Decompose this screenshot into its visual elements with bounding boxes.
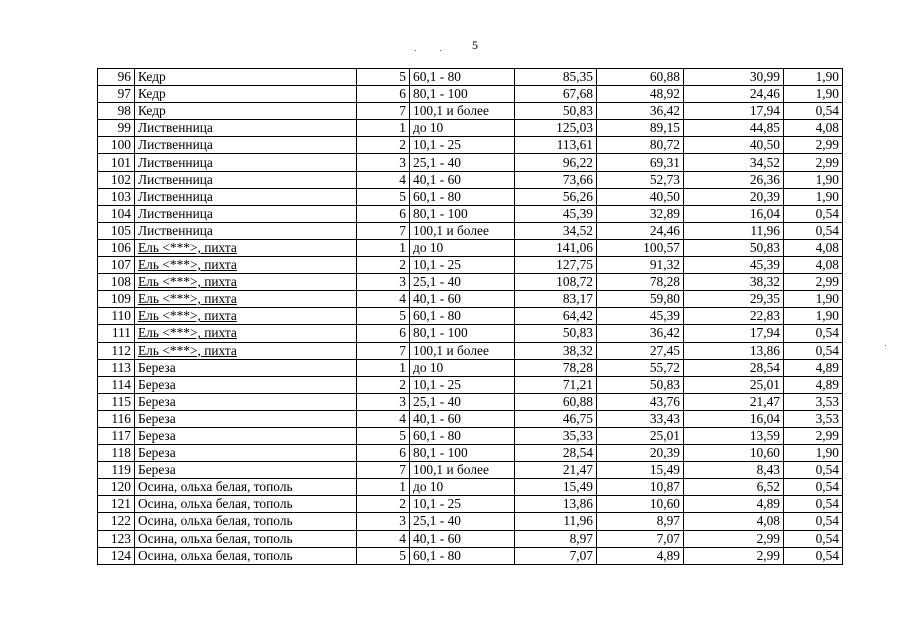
- rate-value-4: 0,54: [784, 496, 843, 513]
- rate-value-4: 2,99: [784, 274, 843, 291]
- rate-value-4: 2,99: [784, 137, 843, 154]
- rate-value-2: 89,15: [597, 120, 684, 137]
- rate-value-3: 30,99: [684, 69, 784, 86]
- table-row: [98, 274, 843, 291]
- rate-value-2: 32,89: [597, 205, 684, 222]
- table-row: [98, 257, 843, 274]
- rate-value-3: 16,04: [684, 410, 784, 427]
- species-name: [135, 325, 357, 342]
- rate-value-3: 25,01: [684, 376, 784, 393]
- species-name: Береза: [135, 393, 357, 410]
- row-number: 110: [98, 308, 135, 325]
- rate-value-2: 60,88: [597, 69, 684, 86]
- rate-value-3: 29,35: [684, 291, 784, 308]
- row-number: 107: [98, 257, 135, 274]
- grade-number: 3: [357, 513, 410, 530]
- rate-value-1: 46,75: [515, 410, 597, 427]
- grade-number: 5: [357, 308, 410, 325]
- rate-value-1: 108,72: [515, 274, 597, 291]
- grade-number: 1: [357, 359, 410, 376]
- rate-value-4: 1,90: [784, 171, 843, 188]
- rate-value-2: 36,42: [597, 325, 684, 342]
- diameter-range: 25,1 - 40: [410, 154, 515, 171]
- table-row: [98, 154, 843, 171]
- row-number: 113: [98, 359, 135, 376]
- row-number: 98: [98, 103, 135, 120]
- table-row: [98, 205, 843, 222]
- grade-number: 6: [357, 86, 410, 103]
- rate-value-3: 4,89: [684, 496, 784, 513]
- rate-value-3: 17,94: [684, 325, 784, 342]
- row-number: 121: [98, 496, 135, 513]
- grade-number: 6: [357, 445, 410, 462]
- scan-speck: [885, 345, 886, 346]
- species-name: Береза: [135, 376, 357, 393]
- rate-value-1: 21,47: [515, 462, 597, 479]
- table-row: [98, 547, 843, 564]
- grade-number: 7: [357, 222, 410, 239]
- rate-value-1: 45,39: [515, 205, 597, 222]
- rate-value-1: 85,35: [515, 69, 597, 86]
- rate-value-2: 8,97: [597, 513, 684, 530]
- diameter-range: до 10: [410, 359, 515, 376]
- species-name: Лиственница: [135, 137, 357, 154]
- rate-value-4: 4,08: [784, 239, 843, 256]
- grade-number: 3: [357, 393, 410, 410]
- species-name: [135, 257, 357, 274]
- rate-value-2: 69,31: [597, 154, 684, 171]
- diameter-range: 10,1 - 25: [410, 376, 515, 393]
- row-number: 114: [98, 376, 135, 393]
- rate-value-2: 91,32: [597, 257, 684, 274]
- grade-number: 6: [357, 205, 410, 222]
- species-name: Береза: [135, 359, 357, 376]
- diameter-range: 25,1 - 40: [410, 513, 515, 530]
- row-number: 100: [98, 137, 135, 154]
- rate-value-4: 4,08: [784, 120, 843, 137]
- row-number: 109: [98, 291, 135, 308]
- rate-value-4: 1,90: [784, 291, 843, 308]
- grade-number: 6: [357, 325, 410, 342]
- row-number: 96: [98, 69, 135, 86]
- rate-value-2: 33,43: [597, 410, 684, 427]
- rate-value-2: 55,72: [597, 359, 684, 376]
- diameter-range: 60,1 - 80: [410, 69, 515, 86]
- species-name: Осина, ольха белая, тополь: [135, 530, 357, 547]
- rate-value-4: 0,54: [784, 462, 843, 479]
- row-number: 117: [98, 427, 135, 444]
- rate-value-3: 2,99: [684, 547, 784, 564]
- diameter-range: 25,1 - 40: [410, 393, 515, 410]
- diameter-range: 80,1 - 100: [410, 205, 515, 222]
- diameter-range: 10,1 - 25: [410, 257, 515, 274]
- row-number: 118: [98, 445, 135, 462]
- species-name: Лиственница: [135, 205, 357, 222]
- rate-value-3: 4,08: [684, 513, 784, 530]
- species-name: [135, 308, 357, 325]
- grade-number: 1: [357, 479, 410, 496]
- rate-value-2: 10,60: [597, 496, 684, 513]
- rate-value-1: 28,54: [515, 445, 597, 462]
- rate-value-2: 52,73: [597, 171, 684, 188]
- rate-value-2: 40,50: [597, 188, 684, 205]
- row-number: 103: [98, 188, 135, 205]
- grade-number: 7: [357, 103, 410, 120]
- species-name: [135, 239, 357, 256]
- rate-value-1: 141,06: [515, 239, 597, 256]
- tariff-table: [97, 68, 843, 565]
- grade-number: 1: [357, 120, 410, 137]
- species-name-text: Ель <***>, пихта: [138, 325, 237, 341]
- rate-value-3: 34,52: [684, 154, 784, 171]
- diameter-range: 40,1 - 60: [410, 410, 515, 427]
- grade-number: 4: [357, 291, 410, 308]
- rate-value-1: 83,17: [515, 291, 597, 308]
- diameter-range: 60,1 - 80: [410, 547, 515, 564]
- row-number: 119: [98, 462, 135, 479]
- species-name-text: Ель <***>, пихта: [138, 257, 237, 273]
- grade-number: 2: [357, 137, 410, 154]
- row-number: 97: [98, 86, 135, 103]
- grade-number: 2: [357, 496, 410, 513]
- species-name-text: Ель <***>, пихта: [138, 342, 237, 358]
- species-name: Береза: [135, 427, 357, 444]
- table-row: [98, 308, 843, 325]
- row-number: 102: [98, 171, 135, 188]
- diameter-range: 40,1 - 60: [410, 171, 515, 188]
- rate-value-2: 59,80: [597, 291, 684, 308]
- diameter-range: 100,1 и более: [410, 342, 515, 359]
- row-number: 106: [98, 239, 135, 256]
- diameter-range: 10,1 - 25: [410, 496, 515, 513]
- row-number: 122: [98, 513, 135, 530]
- diameter-range: 80,1 - 100: [410, 445, 515, 462]
- table-row: [98, 325, 843, 342]
- species-name-text: Ель <***>, пихта: [138, 291, 237, 307]
- rate-value-2: 20,39: [597, 445, 684, 462]
- diameter-range: до 10: [410, 479, 515, 496]
- rate-value-1: 34,52: [515, 222, 597, 239]
- rate-value-1: 125,03: [515, 120, 597, 137]
- species-name: Осина, ольха белая, тополь: [135, 496, 357, 513]
- rate-value-3: 11,96: [684, 222, 784, 239]
- species-name: [135, 342, 357, 359]
- rate-value-4: 3,53: [784, 410, 843, 427]
- rate-value-1: 7,07: [515, 547, 597, 564]
- species-name-text: Ель <***>, пихта: [138, 274, 237, 290]
- species-name: Береза: [135, 445, 357, 462]
- rate-value-1: 71,21: [515, 376, 597, 393]
- rate-value-4: 0,54: [784, 342, 843, 359]
- rate-value-4: 0,54: [784, 325, 843, 342]
- grade-number: 3: [357, 154, 410, 171]
- table-row: [98, 291, 843, 308]
- rate-value-2: 7,07: [597, 530, 684, 547]
- rate-value-3: 10,60: [684, 445, 784, 462]
- grade-number: 4: [357, 410, 410, 427]
- rate-value-1: 35,33: [515, 427, 597, 444]
- table-row: [98, 462, 843, 479]
- diameter-range: 80,1 - 100: [410, 86, 515, 103]
- rate-value-3: 13,59: [684, 427, 784, 444]
- species-name: Кедр: [135, 69, 357, 86]
- row-number: 120: [98, 479, 135, 496]
- rate-value-1: 13,86: [515, 496, 597, 513]
- species-name: Лиственница: [135, 222, 357, 239]
- table-row: [98, 69, 843, 86]
- rate-value-1: 60,88: [515, 393, 597, 410]
- species-name: [135, 291, 357, 308]
- rate-value-4: 4,89: [784, 359, 843, 376]
- grade-number: 5: [357, 427, 410, 444]
- rate-value-1: 38,32: [515, 342, 597, 359]
- rate-value-4: 1,90: [784, 188, 843, 205]
- rate-value-4: 0,54: [784, 513, 843, 530]
- diameter-range: 40,1 - 60: [410, 291, 515, 308]
- rate-value-3: 2,99: [684, 530, 784, 547]
- diameter-range: 100,1 и более: [410, 222, 515, 239]
- rate-value-1: 113,61: [515, 137, 597, 154]
- species-name: Лиственница: [135, 120, 357, 137]
- species-name-text: Ель <***>, пихта: [138, 308, 237, 324]
- rate-value-1: 56,26: [515, 188, 597, 205]
- rate-value-4: 1,90: [784, 445, 843, 462]
- rate-value-4: 1,90: [784, 69, 843, 86]
- row-number: 115: [98, 393, 135, 410]
- rate-value-1: 78,28: [515, 359, 597, 376]
- species-name: Береза: [135, 410, 357, 427]
- diameter-range: 40,1 - 60: [410, 530, 515, 547]
- rate-value-3: 24,46: [684, 86, 784, 103]
- rate-value-1: 67,68: [515, 86, 597, 103]
- scan-speck: [415, 50, 416, 51]
- rate-value-4: 2,99: [784, 154, 843, 171]
- rate-value-4: 1,90: [784, 86, 843, 103]
- rate-value-1: 50,83: [515, 103, 597, 120]
- diameter-range: 25,1 - 40: [410, 274, 515, 291]
- row-number: 99: [98, 120, 135, 137]
- rate-value-4: 0,54: [784, 205, 843, 222]
- diameter-range: 100,1 и более: [410, 103, 515, 120]
- grade-number: 4: [357, 530, 410, 547]
- species-name-text: Ель <***>, пихта: [138, 239, 237, 255]
- row-number: 108: [98, 274, 135, 291]
- rate-value-2: 80,72: [597, 137, 684, 154]
- diameter-range: 100,1 и более: [410, 462, 515, 479]
- species-name: Лиственница: [135, 188, 357, 205]
- rate-value-2: 43,76: [597, 393, 684, 410]
- row-number: 123: [98, 530, 135, 547]
- grade-number: 3: [357, 274, 410, 291]
- rate-value-4: 0,54: [784, 103, 843, 120]
- table-body: [98, 69, 843, 565]
- species-name: Лиственница: [135, 171, 357, 188]
- table-row: [98, 120, 843, 137]
- grade-number: 7: [357, 342, 410, 359]
- grade-number: 2: [357, 376, 410, 393]
- grade-number: 5: [357, 188, 410, 205]
- rate-value-4: 0,54: [784, 547, 843, 564]
- rate-value-4: 4,08: [784, 257, 843, 274]
- rate-value-2: 48,92: [597, 86, 684, 103]
- rate-value-3: 44,85: [684, 120, 784, 137]
- table-row: [98, 188, 843, 205]
- table-row: [98, 427, 843, 444]
- rate-value-3: 17,94: [684, 103, 784, 120]
- species-name: Кедр: [135, 103, 357, 120]
- table-row: [98, 86, 843, 103]
- rate-value-1: 73,66: [515, 171, 597, 188]
- rate-value-1: 127,75: [515, 257, 597, 274]
- rate-value-3: 20,39: [684, 188, 784, 205]
- diameter-range: 60,1 - 80: [410, 188, 515, 205]
- row-number: 124: [98, 547, 135, 564]
- rate-value-3: 6,52: [684, 479, 784, 496]
- grade-number: 1: [357, 239, 410, 256]
- rate-value-3: 8,43: [684, 462, 784, 479]
- rate-value-2: 27,45: [597, 342, 684, 359]
- rate-value-3: 28,54: [684, 359, 784, 376]
- rate-value-4: 1,90: [784, 308, 843, 325]
- grade-number: 4: [357, 171, 410, 188]
- rate-value-4: 0,54: [784, 479, 843, 496]
- page-number: 5: [472, 38, 478, 52]
- rate-value-3: 45,39: [684, 257, 784, 274]
- rate-value-2: 36,42: [597, 103, 684, 120]
- row-number: 116: [98, 410, 135, 427]
- rate-value-3: 13,86: [684, 342, 784, 359]
- species-name: Осина, ольха белая, тополь: [135, 547, 357, 564]
- diameter-range: до 10: [410, 239, 515, 256]
- rate-value-2: 100,57: [597, 239, 684, 256]
- diameter-range: 80,1 - 100: [410, 325, 515, 342]
- rate-value-1: 15,49: [515, 479, 597, 496]
- table-row: [98, 479, 843, 496]
- table-row: [98, 393, 843, 410]
- rate-value-2: 4,89: [597, 547, 684, 564]
- rate-value-1: 96,22: [515, 154, 597, 171]
- rate-value-3: 50,83: [684, 239, 784, 256]
- rate-value-4: 4,89: [784, 376, 843, 393]
- rate-value-1: 50,83: [515, 325, 597, 342]
- diameter-range: 10,1 - 25: [410, 137, 515, 154]
- table-row: [98, 410, 843, 427]
- rate-value-2: 78,28: [597, 274, 684, 291]
- grade-number: 5: [357, 69, 410, 86]
- rate-value-3: 38,32: [684, 274, 784, 291]
- species-name: Осина, ольха белая, тополь: [135, 479, 357, 496]
- rate-value-4: 0,54: [784, 222, 843, 239]
- rate-value-3: 16,04: [684, 205, 784, 222]
- rate-value-3: 21,47: [684, 393, 784, 410]
- table-row: [98, 239, 843, 256]
- rate-value-1: 64,42: [515, 308, 597, 325]
- rate-value-4: 0,54: [784, 530, 843, 547]
- row-number: 101: [98, 154, 135, 171]
- table-row: [98, 513, 843, 530]
- rate-value-2: 25,01: [597, 427, 684, 444]
- rate-value-2: 50,83: [597, 376, 684, 393]
- table-row: [98, 359, 843, 376]
- rate-value-1: 8,97: [515, 530, 597, 547]
- row-number: 104: [98, 205, 135, 222]
- species-name: Лиственница: [135, 154, 357, 171]
- table-row: [98, 376, 843, 393]
- scan-speck: [440, 50, 441, 51]
- diameter-range: 60,1 - 80: [410, 308, 515, 325]
- table-row: [98, 137, 843, 154]
- row-number: 105: [98, 222, 135, 239]
- grade-number: 2: [357, 257, 410, 274]
- rate-value-4: 3,53: [784, 393, 843, 410]
- table-row: [98, 530, 843, 547]
- rate-value-2: 24,46: [597, 222, 684, 239]
- table-row: [98, 496, 843, 513]
- species-name: [135, 274, 357, 291]
- rate-value-2: 15,49: [597, 462, 684, 479]
- table-row: [98, 103, 843, 120]
- row-number: 112: [98, 342, 135, 359]
- rate-value-3: 22,83: [684, 308, 784, 325]
- species-name: Кедр: [135, 86, 357, 103]
- rate-value-3: 40,50: [684, 137, 784, 154]
- table-row: [98, 171, 843, 188]
- grade-number: 5: [357, 547, 410, 564]
- rate-value-4: 2,99: [784, 427, 843, 444]
- diameter-range: 60,1 - 80: [410, 427, 515, 444]
- row-number: 111: [98, 325, 135, 342]
- table-row: [98, 222, 843, 239]
- rate-value-3: 26,36: [684, 171, 784, 188]
- table-row: [98, 342, 843, 359]
- grade-number: 7: [357, 462, 410, 479]
- diameter-range: до 10: [410, 120, 515, 137]
- rate-value-2: 45,39: [597, 308, 684, 325]
- species-name: Береза: [135, 462, 357, 479]
- rate-value-2: 10,87: [597, 479, 684, 496]
- table-row: [98, 445, 843, 462]
- species-name: Осина, ольха белая, тополь: [135, 513, 357, 530]
- rate-value-1: 11,96: [515, 513, 597, 530]
